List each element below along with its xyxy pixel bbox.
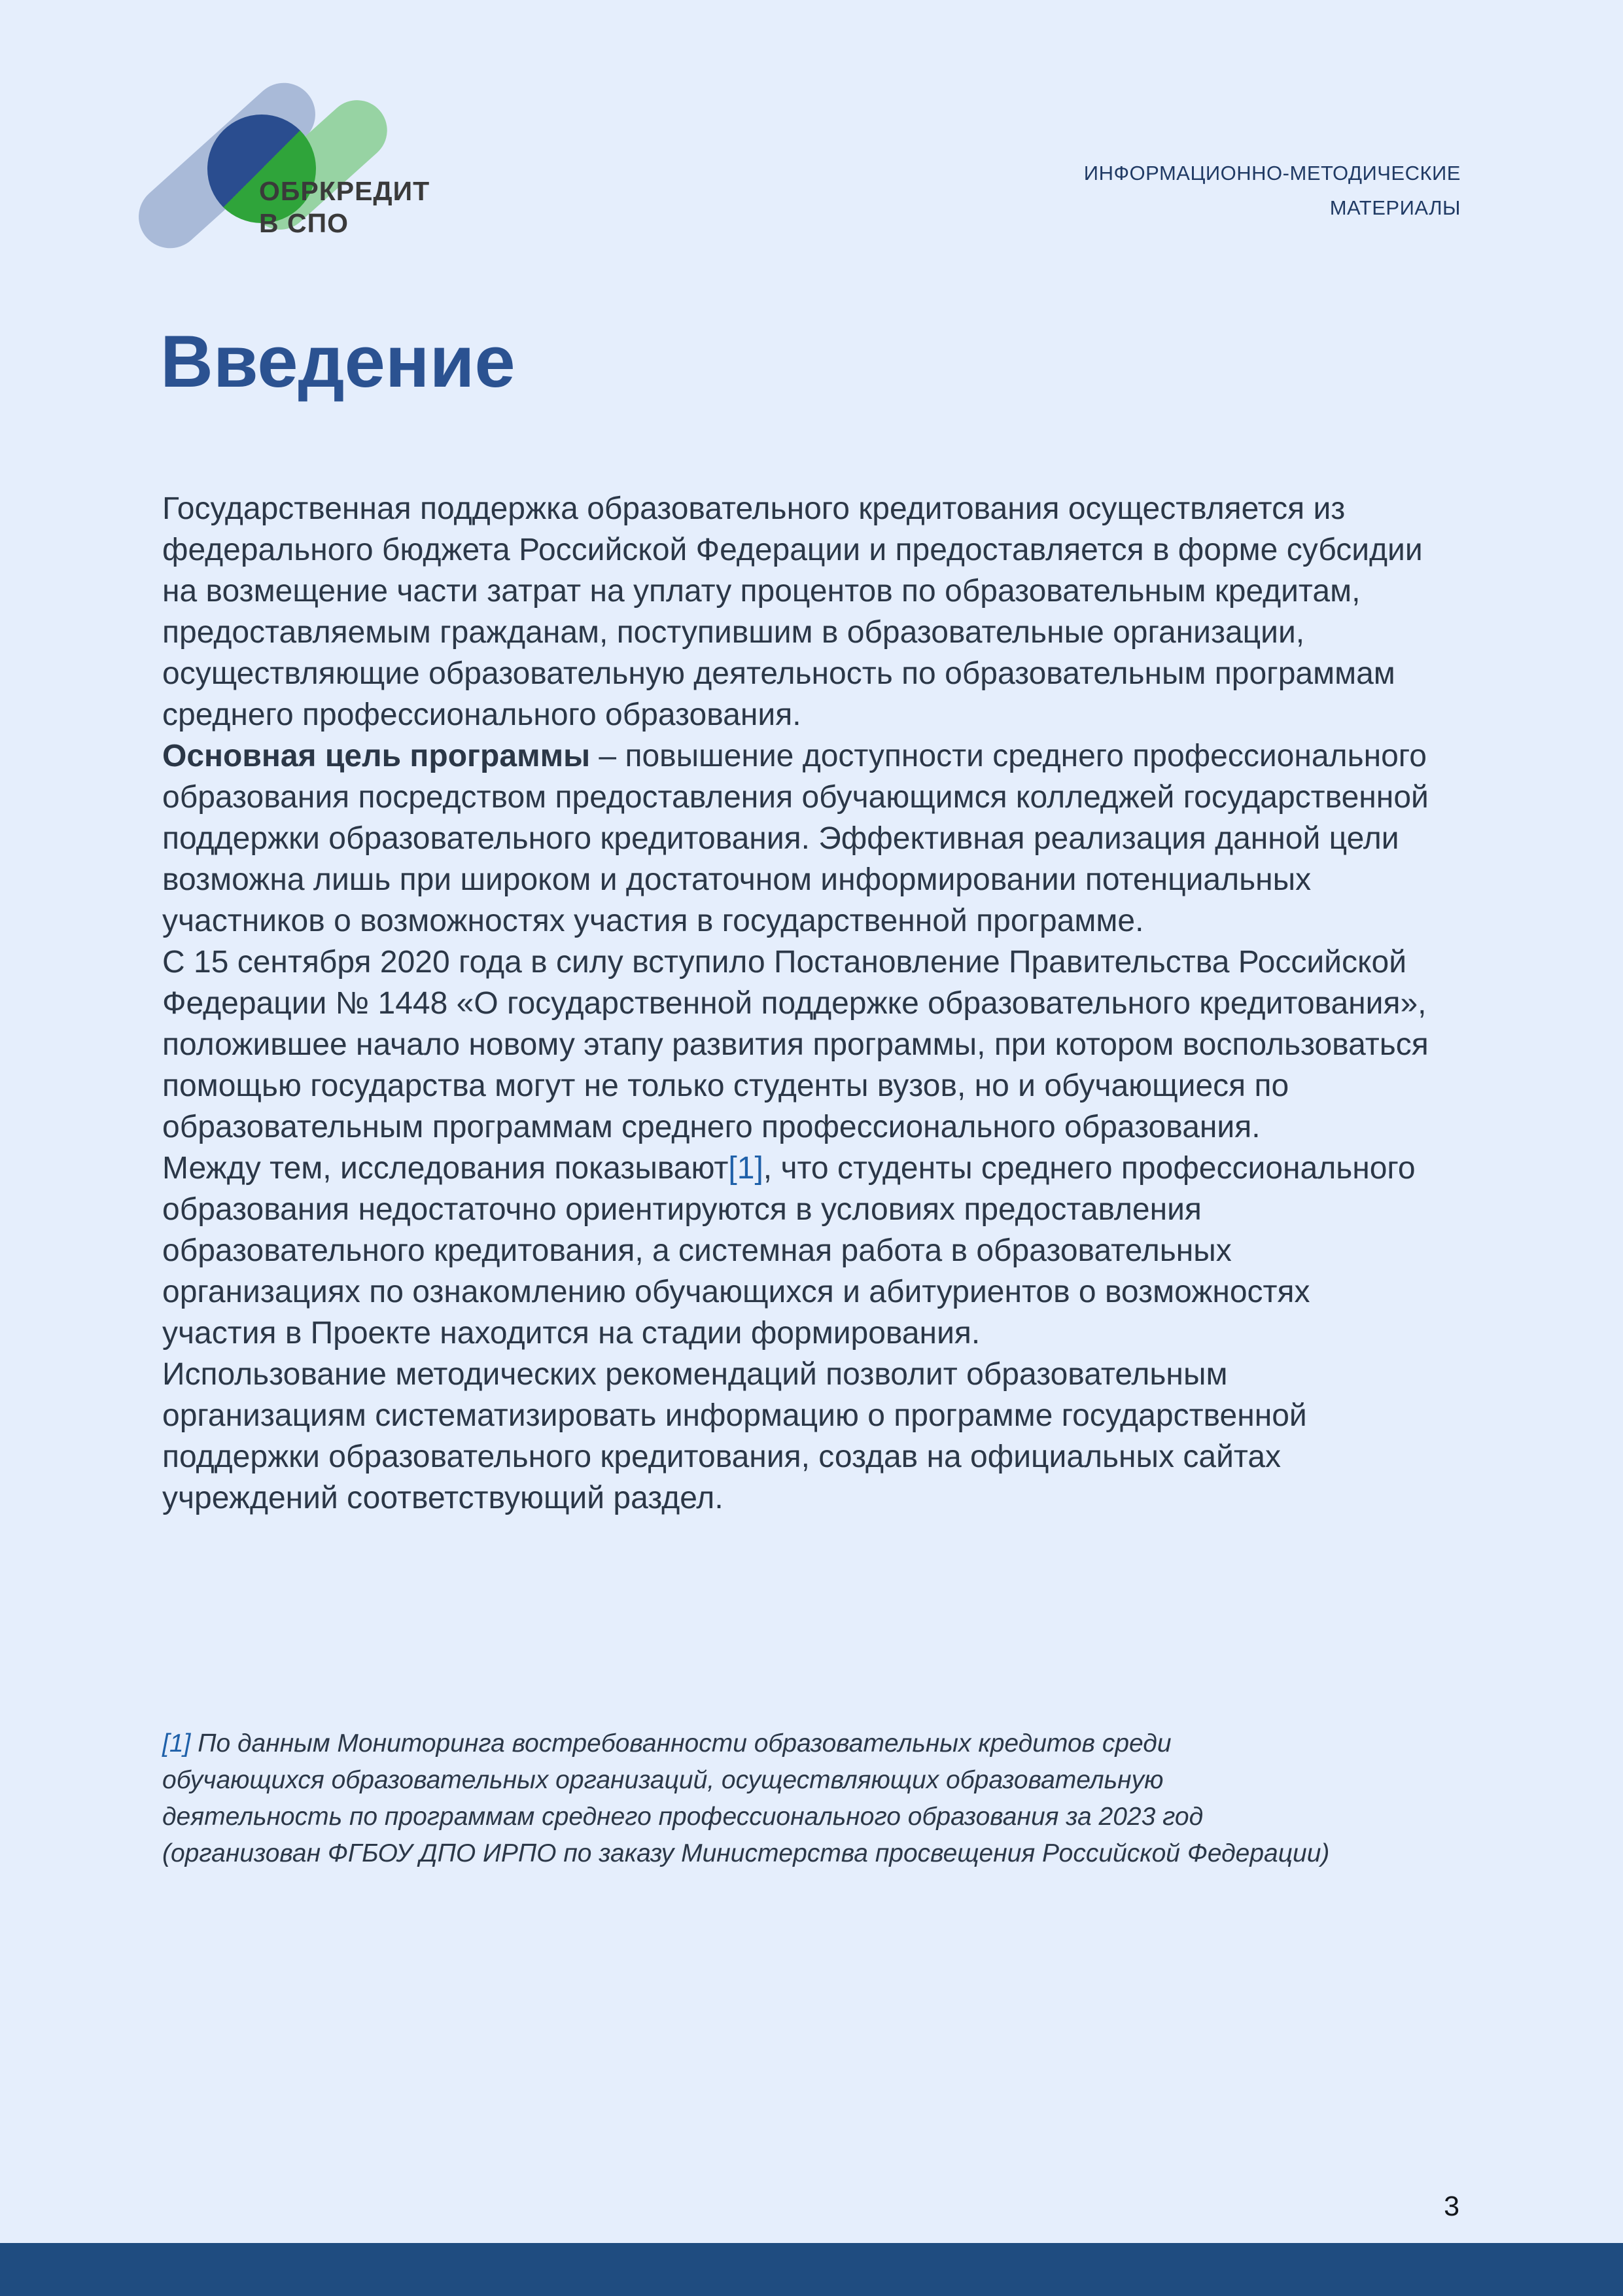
paragraph-3-text: С 15 сентября 2020 года в силу вступило Постановление Правительства Российской Федерации № 1448 «О государственной поддержке образовательного кредитования», положившее начало новому этапу развития программы, при котором воспользоваться помощью государства могут не только студенты вузов, но и обучающиеся по образовательным программам среднего профессионального образования. [162, 945, 1429, 1144]
logo-wordmark-line2: В СПО [259, 208, 349, 238]
footer-bar [0, 2243, 1623, 2296]
footnote-text: По данным Мониторинга востребованности образовательных кредитов среди обучающихся образовательных организаций, осуществляющих образовательную деятельность по программам среднего профессионального образования за 2023 год (организован ФГБОУ ДПО ИРПО по заказу Министерства просвещения Российской Федерации) [162, 1729, 1330, 1867]
page-title: Введение [160, 321, 515, 402]
logo-wordmark-line1: ОБРКРЕДИТ [259, 176, 430, 206]
paragraph-2-bold-lead: Основная цель программы [162, 739, 591, 773]
footnote-number-link[interactable]: [1] [162, 1729, 191, 1757]
paragraph-5-text: Использование методических рекомендаций позволит образовательным организациям систематизировать информацию о программе государственной поддержки образовательного кредитования, создав на официальных сайтах учреждений соответствующий раздел. [162, 1357, 1307, 1515]
body-text [162, 488, 1431, 1519]
page-number: 3 [1444, 2191, 1459, 2222]
paragraph-1 [162, 488, 1431, 735]
logo-wordmark [259, 175, 430, 239]
document-header [1084, 156, 1461, 225]
paragraph-4-text-after-ref: , что студенты среднего профессионального образования недостаточно ориентируются в условиях предоставления образовательного кредитования, а системная работа в образовательных организациях по ознакомлению обучающихся и абитуриентов о возможностях участия в Проекте находится на стадии формирования. [162, 1151, 1416, 1351]
header-line2: МАТЕРИАЛЫ [1329, 196, 1461, 219]
paragraph-5 [162, 1354, 1431, 1519]
paragraph-4 [162, 1148, 1431, 1354]
obrkredit-logo [167, 105, 756, 301]
footnote [162, 1725, 1340, 1872]
footnote-ref-link[interactable]: [1] [728, 1151, 763, 1186]
paragraph-4-text-before-ref: Между тем, исследования показывают [162, 1151, 729, 1186]
paragraph-2 [162, 735, 1431, 942]
paragraph-2-text: – повышение доступности среднего профессионального образования посредством предоставления обучающимся колледжей государственной поддержки образовательного кредитования. Эффективная реализация данной цели возможна лишь при широком и достаточном информировании потенциальных участников о возможностях участия в государственной программе. [162, 739, 1429, 938]
paragraph-3 [162, 942, 1431, 1148]
header-line1: ИНФОРМАЦИОННО-МЕТОДИЧЕСКИЕ [1083, 162, 1461, 185]
paragraph-1-text: Государственная поддержка образовательного кредитования осуществляется из федерального бюджета Российской Федерации и предоставляется в форме субсидии на возмещение части затрат на уплату процентов по образовательным кредитам, предоставляемым гражданам, поступившим в образовательные организации, осуществляющие образовательную деятельность по образовательным программам среднего профессионального образования. [162, 491, 1423, 732]
